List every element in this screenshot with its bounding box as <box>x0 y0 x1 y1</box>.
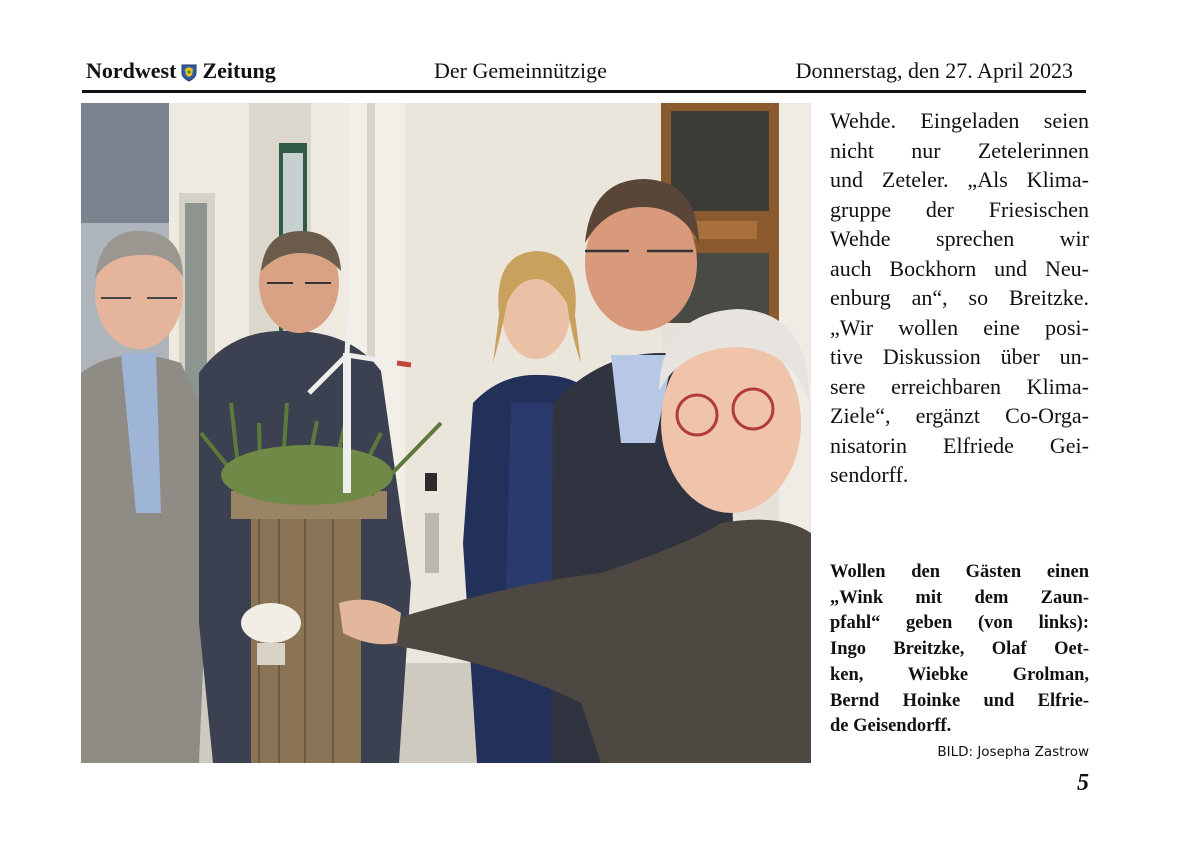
article-line: Ziele“, ergänzt Co-Orga- <box>830 403 1089 428</box>
coat-of-arms-icon <box>181 62 197 80</box>
issue-date: Donnerstag, den 27. April 2023 <box>795 58 1073 83</box>
caption-line: Wollen den Gästen einen <box>830 562 1089 582</box>
caption-line: Bernd Hoinke und Elfrie- <box>830 690 1089 711</box>
masthead-right: Zeitung <box>202 58 276 83</box>
article-line: auch Bockhorn und Neu- <box>830 255 1089 281</box>
article-line: nisatorin Elfriede Gei- <box>830 432 1089 458</box>
article-line: enburg an“, so Breitzke. <box>830 285 1089 310</box>
article-line: sendorff. <box>830 462 909 487</box>
caption-line: „Wink mit dem Zaun- <box>830 587 1089 608</box>
caption-line: ken, Wiebke Grolman, <box>830 664 1089 685</box>
header-rule <box>82 90 1086 93</box>
article-line: gruppe der Friesischen <box>830 196 1089 222</box>
group-photo <box>81 103 811 763</box>
article-line: Wehde sprechen wir <box>830 226 1089 251</box>
section-title: Der Gemeinnützige <box>434 58 607 83</box>
article-line: nicht nur Zetelerinnen <box>830 137 1089 163</box>
article-line: tive Diskussion über un- <box>830 344 1089 369</box>
masthead-left: Nordwest <box>86 58 177 83</box>
article-line: und Zeteler. „Als Klima- <box>830 167 1089 192</box>
page-number: 5 <box>1077 770 1089 796</box>
article-body <box>830 106 1089 490</box>
article-line: „Wir wollen eine posi- <box>830 314 1089 340</box>
caption-line: pfahl“ geben (von links): <box>830 613 1089 634</box>
photo-caption <box>830 560 1089 740</box>
caption-line: de Geisendorff. <box>830 716 952 737</box>
masthead <box>86 58 276 84</box>
article-line: sere erreichbaren Klima- <box>830 373 1089 399</box>
article-line: Wehde. Eingeladen seien <box>830 108 1089 133</box>
photo-credit: BILD: Josepha Zastrow <box>937 744 1089 760</box>
caption-line: Ingo Breitzke, Olaf Oet- <box>830 639 1089 660</box>
page-header <box>82 58 1086 88</box>
